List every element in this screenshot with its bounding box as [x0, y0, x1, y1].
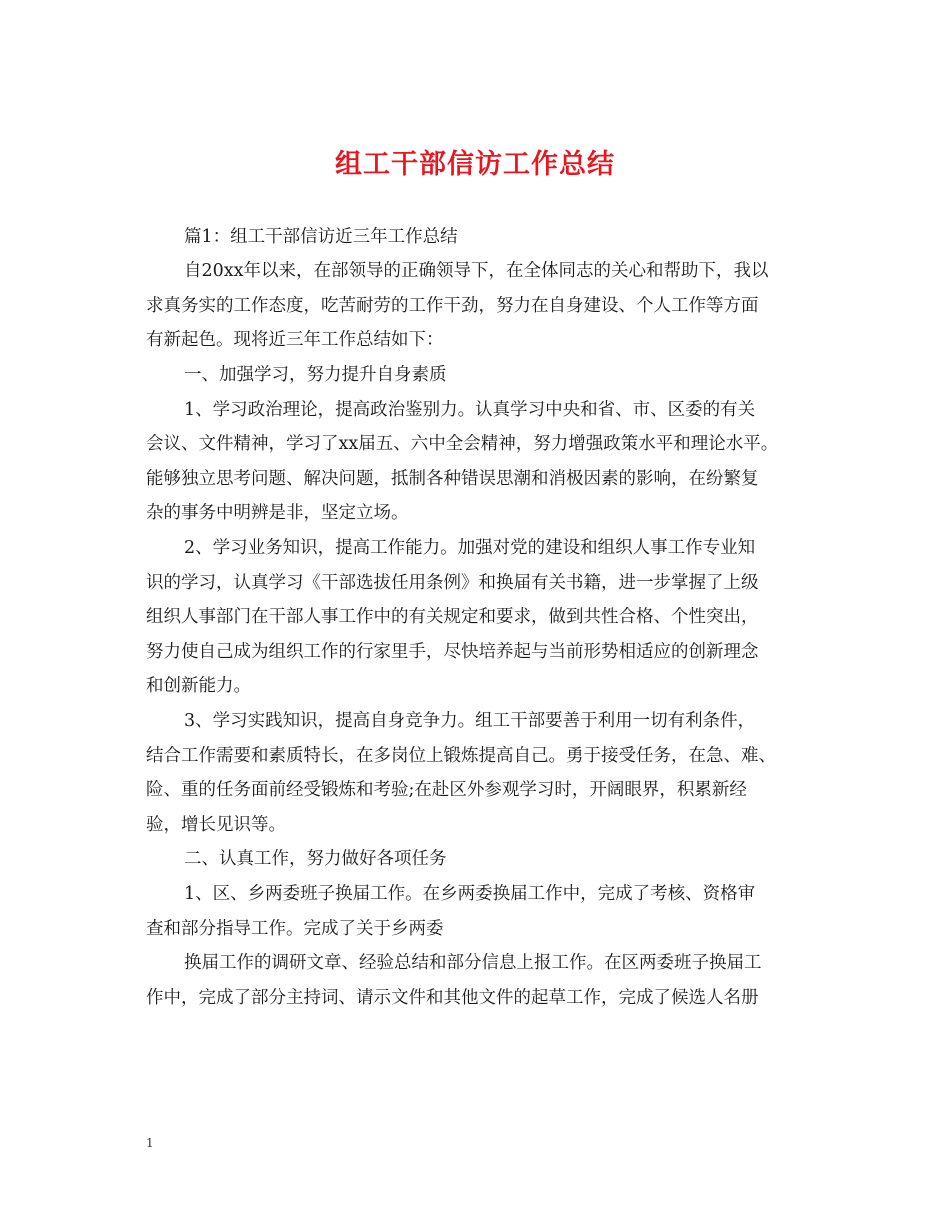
- paragraph-line: 2、学习业务知识，提高工作能力。加强对党的建设和组织人事工作专业知: [184, 538, 756, 558]
- paragraph-line: 结合工作需要和素质特长，在多岗位上锻炼提高自己。勇于接受任务，在急、难、: [146, 746, 776, 766]
- paragraph-line: 查和部分指导工作。完成了关于乡两委: [146, 919, 444, 939]
- page-title: 组工干部信访工作总结: [335, 149, 615, 180]
- paragraph-line: 1、区、乡两委班子换届工作。在乡两委换届工作中，完成了考核、资格审: [184, 884, 756, 904]
- paragraph-line: 能够独立思考问题、解决问题，抵制各种错误思潮和消极因素的影响，在纷繁复: [146, 469, 759, 489]
- page-number: 1: [146, 1136, 154, 1150]
- paragraph-line: 努力使自己成为组织工作的行家里手，尽快培养起与当前形势相适应的创新理念: [146, 642, 759, 662]
- paragraph-line: 会议、文件精神，学习了xx届五、六中全会精神，努力增强政策水平和理论水平。: [146, 434, 779, 454]
- paragraph-line: 3、学习实践知识，提高自身竞争力。组工干部要善于利用一切有利条件，: [184, 711, 756, 731]
- paragraph-line: 篇1：组工干部信访近三年工作总结: [184, 227, 458, 247]
- paragraph-line: 求真务实的工作态度，吃苦耐劳的工作干劲，努力在自身建设、个人工作等方面: [146, 296, 759, 316]
- paragraph-line: 和创新能力。: [146, 676, 251, 696]
- paragraph-line: 二、认真工作，努力做好各项任务: [184, 849, 447, 869]
- paragraph-line: 一、加强学习，努力提升自身素质: [184, 365, 447, 385]
- paragraph-line: 险、重的任务面前经受锻炼和考验;在赴区外参观学习时，开阔眼界，积累新经: [146, 780, 747, 800]
- paragraph-line: 组织人事部门在干部人事工作中的有关规定和要求，做到共性合格、个性突出，: [146, 607, 759, 627]
- paragraph-line: 作中，完成了部分主持词、请示文件和其他文件的起草工作，完成了候选人名册: [146, 988, 759, 1008]
- paragraph-line: 换届工作的调研文章、经验总结和部分信息上报工作。在区两委班子换届工: [184, 953, 762, 973]
- paragraph-line: 识的学习，认真学习《干部选拔任用条例》和换届有关书籍，进一步掌握了上级: [146, 573, 759, 593]
- paragraph-line: 验，增长见识等。: [146, 815, 286, 835]
- paragraph-line: 自20xx年以来，在部领导的正确领导下，在全体同志的关心和帮助下，我以: [184, 261, 769, 281]
- paragraph-line: 杂的事务中明辨是非，坚定立场。: [146, 503, 409, 523]
- paragraph-line: 有新起色。现将近三年工作总结如下：: [146, 330, 444, 350]
- paragraph-line: 1、学习政治理论，提高政治鉴别力。认真学习中央和省、市、区委的有关: [184, 400, 756, 420]
